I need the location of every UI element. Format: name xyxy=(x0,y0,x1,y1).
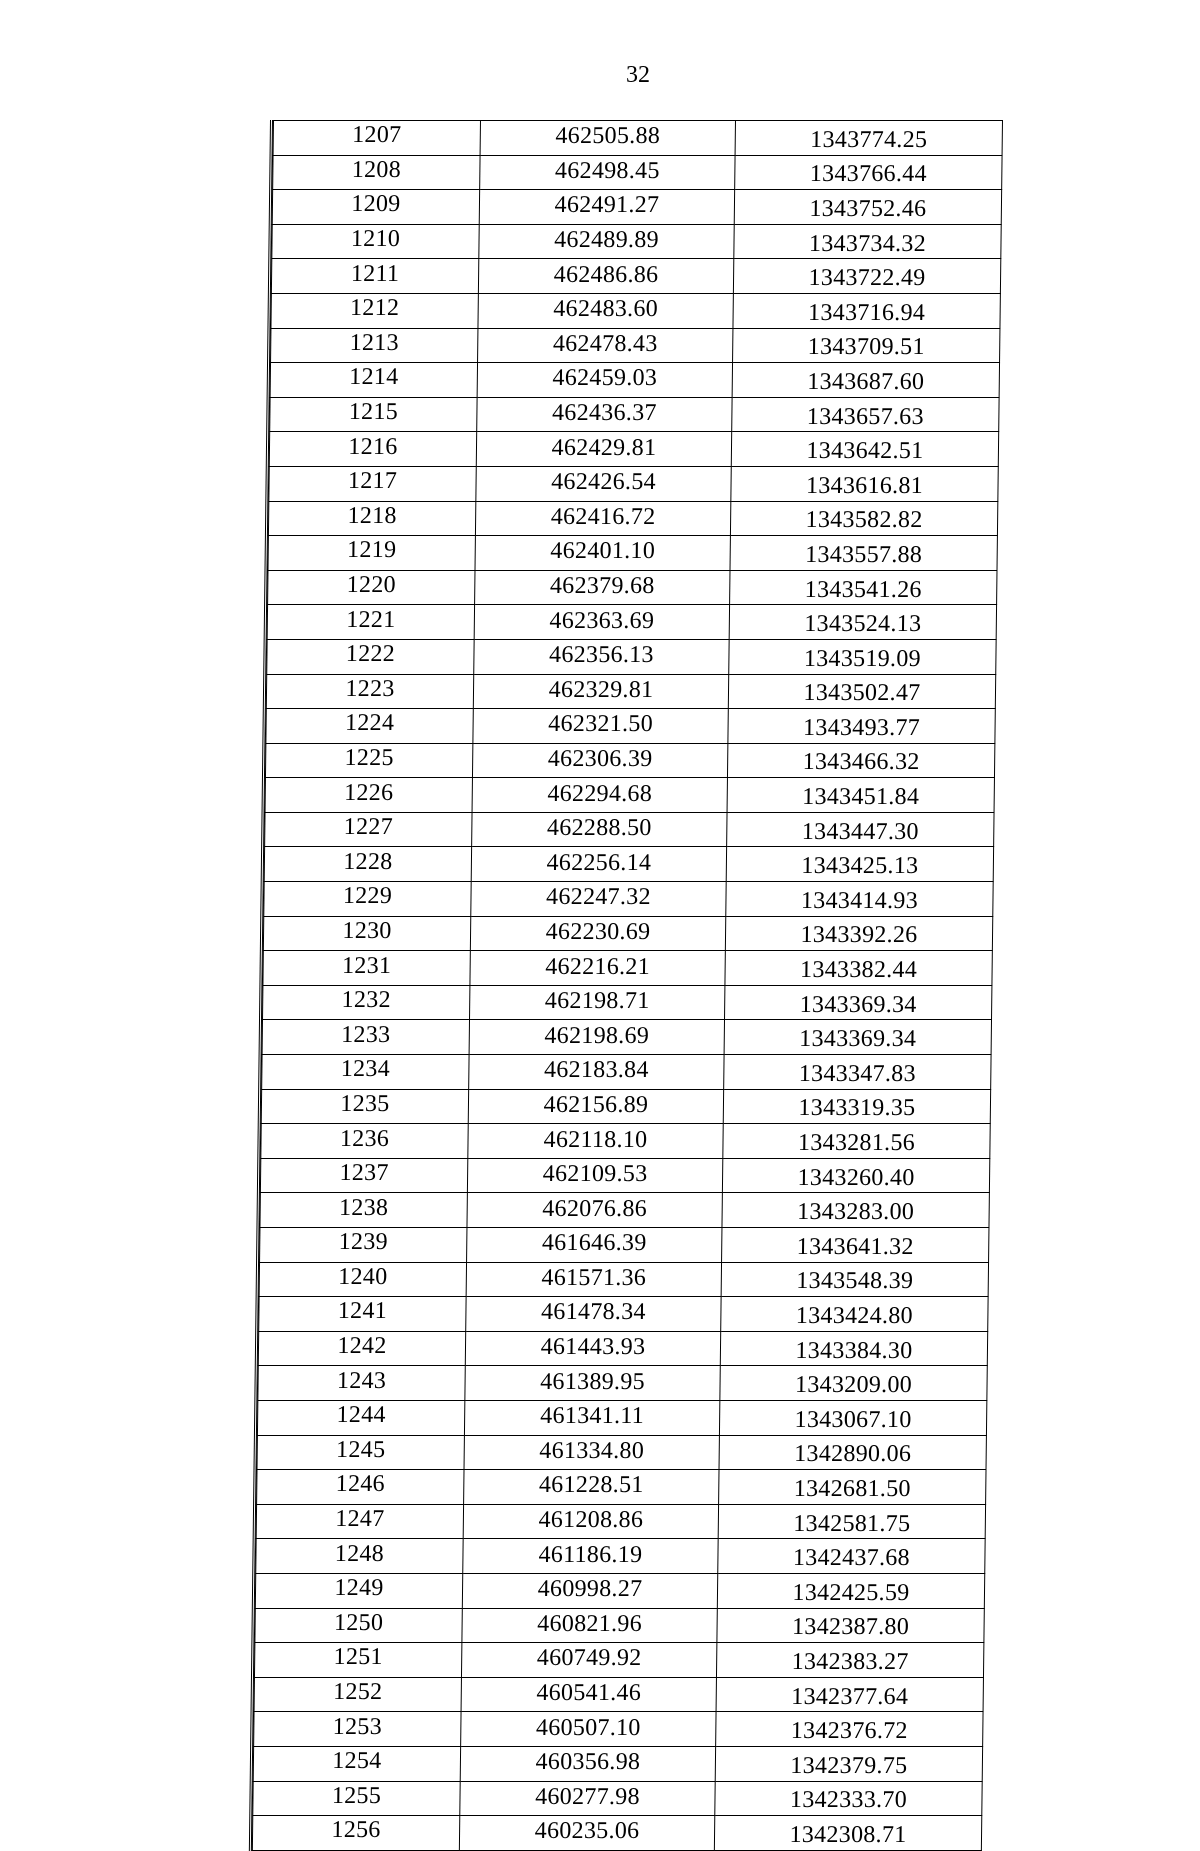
x-coordinate-cell: 462489.89 xyxy=(479,224,734,259)
x-coordinate-cell: 462118.10 xyxy=(468,1124,723,1159)
table-row xyxy=(270,397,999,432)
x-coordinate-cell: 462416.72 xyxy=(475,501,730,536)
point-number-cell: 1242 xyxy=(258,1331,465,1366)
point-number-cell: 1238 xyxy=(260,1193,467,1228)
y-coordinate-cell: 1343557.88 xyxy=(730,536,997,571)
y-coordinate-cell: 1343722.49 xyxy=(733,259,1000,294)
x-coordinate-cell: 462329.81 xyxy=(473,674,728,709)
x-coordinate-cell: 460277.98 xyxy=(460,1781,715,1816)
table-row xyxy=(261,1089,990,1124)
y-coordinate-cell: 1343369.34 xyxy=(725,985,992,1020)
table-row xyxy=(269,466,998,501)
x-coordinate-cell: 462356.13 xyxy=(474,639,729,674)
y-coordinate-cell: 1343425.13 xyxy=(726,847,993,882)
x-coordinate-cell: 462198.71 xyxy=(470,985,725,1020)
x-coordinate-cell: 462256.14 xyxy=(471,847,726,882)
table-row xyxy=(263,951,992,986)
point-number-cell: 1237 xyxy=(260,1158,467,1193)
point-number-cell: 1245 xyxy=(257,1435,464,1470)
y-coordinate-cell: 1343616.81 xyxy=(731,466,998,501)
point-number-cell: 1207 xyxy=(273,121,480,156)
x-coordinate-cell: 462109.53 xyxy=(467,1158,722,1193)
point-number-cell: 1224 xyxy=(266,709,473,744)
point-number-cell: 1214 xyxy=(270,363,477,398)
table-row xyxy=(259,1262,988,1297)
y-coordinate-cell: 1343447.30 xyxy=(727,812,994,847)
x-coordinate-cell: 461334.80 xyxy=(464,1435,719,1470)
x-coordinate-cell: 460998.27 xyxy=(462,1573,717,1608)
table-row xyxy=(260,1158,989,1193)
y-coordinate-cell: 1343466.32 xyxy=(727,743,994,778)
table-row xyxy=(272,224,1001,259)
point-number-cell: 1256 xyxy=(252,1816,459,1851)
x-coordinate-cell: 462478.43 xyxy=(478,328,733,363)
point-number-cell: 1247 xyxy=(256,1504,463,1539)
x-coordinate-cell: 460235.06 xyxy=(459,1816,714,1851)
y-coordinate-cell: 1343067.10 xyxy=(719,1400,986,1435)
table-row xyxy=(254,1712,983,1747)
y-coordinate-cell: 1342890.06 xyxy=(719,1435,986,1470)
point-number-cell: 1223 xyxy=(266,674,473,709)
y-coordinate-cell: 1343424.80 xyxy=(721,1297,988,1332)
table-row xyxy=(263,916,992,951)
point-number-cell: 1250 xyxy=(255,1608,462,1643)
point-number-cell: 1236 xyxy=(261,1124,468,1159)
x-coordinate-cell: 461341.11 xyxy=(464,1400,719,1435)
table-row xyxy=(268,536,997,571)
table-row xyxy=(266,674,995,709)
y-coordinate-cell: 1342333.70 xyxy=(715,1781,982,1816)
y-coordinate-cell: 1342379.75 xyxy=(715,1746,982,1781)
point-number-cell: 1226 xyxy=(265,778,472,813)
point-number-cell: 1253 xyxy=(254,1712,461,1747)
x-coordinate-cell: 461571.36 xyxy=(466,1262,721,1297)
coordinates-table xyxy=(252,120,1003,1851)
page-number: 32 xyxy=(626,62,650,88)
table-row xyxy=(263,985,992,1020)
y-coordinate-cell: 1343548.39 xyxy=(721,1262,988,1297)
point-number-cell: 1244 xyxy=(257,1400,464,1435)
table-row xyxy=(270,363,999,398)
coordinates-table-body xyxy=(252,121,1002,1851)
y-coordinate-cell: 1343384.30 xyxy=(720,1331,987,1366)
point-number-cell: 1240 xyxy=(259,1262,466,1297)
point-number-cell: 1232 xyxy=(263,985,470,1020)
point-number-cell: 1234 xyxy=(262,1055,469,1090)
point-number-cell: 1230 xyxy=(263,916,470,951)
y-coordinate-cell: 1343281.56 xyxy=(723,1124,990,1159)
table-row xyxy=(273,155,1002,190)
point-number-cell: 1254 xyxy=(253,1746,460,1781)
y-coordinate-cell: 1343582.82 xyxy=(730,501,997,536)
table-row xyxy=(271,293,1000,328)
point-number-cell: 1252 xyxy=(254,1677,461,1712)
table-row xyxy=(273,121,1002,156)
table-row xyxy=(260,1228,989,1263)
x-coordinate-cell: 462401.10 xyxy=(475,536,730,571)
table-row xyxy=(264,882,993,917)
point-number-cell: 1251 xyxy=(254,1643,461,1678)
table-row xyxy=(265,812,994,847)
point-number-cell: 1218 xyxy=(268,501,475,536)
x-coordinate-cell: 462306.39 xyxy=(472,743,727,778)
x-coordinate-cell: 462498.45 xyxy=(480,155,735,190)
table-row xyxy=(265,743,994,778)
table-row xyxy=(271,259,1000,294)
point-number-cell: 1221 xyxy=(267,605,474,640)
x-coordinate-cell: 462505.88 xyxy=(480,121,735,156)
table-row xyxy=(257,1470,986,1505)
y-coordinate-cell: 1343687.60 xyxy=(732,363,999,398)
table-row xyxy=(271,328,1000,363)
x-coordinate-cell: 462230.69 xyxy=(470,916,725,951)
y-coordinate-cell: 1343519.09 xyxy=(729,639,996,674)
x-coordinate-cell: 462183.84 xyxy=(469,1055,724,1090)
y-coordinate-cell: 1342425.59 xyxy=(717,1573,984,1608)
y-coordinate-cell: 1342383.27 xyxy=(716,1643,983,1678)
table-row xyxy=(262,1055,991,1090)
x-coordinate-cell: 460821.96 xyxy=(462,1608,717,1643)
y-coordinate-cell: 1343657.63 xyxy=(732,397,999,432)
y-coordinate-cell: 1343382.44 xyxy=(725,951,992,986)
x-coordinate-cell: 462321.50 xyxy=(473,709,728,744)
table-row xyxy=(256,1539,985,1574)
x-coordinate-cell: 461228.51 xyxy=(464,1470,719,1505)
x-coordinate-cell: 462429.81 xyxy=(476,432,731,467)
y-coordinate-cell: 1343209.00 xyxy=(720,1366,987,1401)
table-row xyxy=(265,778,994,813)
x-coordinate-cell: 461478.34 xyxy=(466,1297,721,1332)
y-coordinate-cell: 1342387.80 xyxy=(717,1608,984,1643)
point-number-cell: 1220 xyxy=(268,570,475,605)
x-coordinate-cell: 460749.92 xyxy=(461,1643,716,1678)
y-coordinate-cell: 1342581.75 xyxy=(718,1504,985,1539)
point-number-cell: 1222 xyxy=(267,639,474,674)
table-row xyxy=(253,1781,982,1816)
x-coordinate-cell: 461208.86 xyxy=(463,1504,718,1539)
y-coordinate-cell: 1343752.46 xyxy=(734,190,1001,225)
table-row xyxy=(260,1193,989,1228)
y-coordinate-cell: 1343347.83 xyxy=(724,1055,991,1090)
x-coordinate-cell: 462486.86 xyxy=(478,259,733,294)
y-coordinate-cell: 1343392.26 xyxy=(725,916,992,951)
point-number-cell: 1243 xyxy=(258,1366,465,1401)
table-row xyxy=(262,1020,991,1055)
y-coordinate-cell: 1343451.84 xyxy=(727,778,994,813)
table-row xyxy=(268,501,997,536)
table-row xyxy=(264,847,993,882)
x-coordinate-cell: 461389.95 xyxy=(465,1366,720,1401)
x-coordinate-cell: 461186.19 xyxy=(463,1539,718,1574)
y-coordinate-cell: 1343369.34 xyxy=(724,1020,991,1055)
table-row xyxy=(254,1677,983,1712)
y-coordinate-cell: 1343774.25 xyxy=(735,121,1002,156)
y-coordinate-cell: 1343319.35 xyxy=(723,1089,990,1124)
point-number-cell: 1241 xyxy=(259,1297,466,1332)
x-coordinate-cell: 460507.10 xyxy=(461,1712,716,1747)
x-coordinate-cell: 460541.46 xyxy=(461,1677,716,1712)
table-row xyxy=(261,1124,990,1159)
point-number-cell: 1212 xyxy=(271,293,478,328)
x-coordinate-cell: 462076.86 xyxy=(467,1193,722,1228)
point-number-cell: 1249 xyxy=(255,1573,462,1608)
point-number-cell: 1227 xyxy=(265,812,472,847)
x-coordinate-cell: 462216.21 xyxy=(470,951,725,986)
table-row xyxy=(258,1366,987,1401)
y-coordinate-cell: 1342376.72 xyxy=(716,1712,983,1747)
table-row xyxy=(255,1608,984,1643)
table-row xyxy=(272,190,1001,225)
point-number-cell: 1229 xyxy=(264,882,471,917)
table-row xyxy=(268,570,997,605)
table-row xyxy=(259,1297,988,1332)
x-coordinate-cell: 461443.93 xyxy=(465,1331,720,1366)
y-coordinate-cell: 1342437.68 xyxy=(718,1539,985,1574)
point-number-cell: 1239 xyxy=(260,1228,467,1263)
y-coordinate-cell: 1342681.50 xyxy=(719,1470,986,1505)
coordinates-table-wrapper xyxy=(249,120,1003,1851)
y-coordinate-cell: 1343716.94 xyxy=(733,293,1000,328)
x-coordinate-cell: 462483.60 xyxy=(478,293,733,328)
y-coordinate-cell: 1343641.32 xyxy=(722,1228,989,1263)
y-coordinate-cell: 1343541.26 xyxy=(730,570,997,605)
x-coordinate-cell: 462247.32 xyxy=(471,882,726,917)
point-number-cell: 1219 xyxy=(268,536,475,571)
y-coordinate-cell: 1343709.51 xyxy=(733,328,1000,363)
table-row xyxy=(252,1816,981,1851)
x-coordinate-cell: 462198.69 xyxy=(469,1020,724,1055)
table-row xyxy=(254,1643,983,1678)
x-coordinate-cell: 462294.68 xyxy=(472,778,727,813)
x-coordinate-cell: 462363.69 xyxy=(474,605,729,640)
table-row xyxy=(257,1435,986,1470)
point-number-cell: 1228 xyxy=(264,847,471,882)
x-coordinate-cell: 462156.89 xyxy=(468,1089,723,1124)
table-row xyxy=(267,639,996,674)
x-coordinate-cell: 462379.68 xyxy=(475,570,730,605)
table-row xyxy=(266,709,995,744)
y-coordinate-cell: 1343502.47 xyxy=(728,674,995,709)
point-number-cell: 1216 xyxy=(269,432,476,467)
point-number-cell: 1215 xyxy=(270,397,477,432)
y-coordinate-cell: 1342377.64 xyxy=(716,1677,983,1712)
point-number-cell: 1231 xyxy=(263,951,470,986)
x-coordinate-cell: 462491.27 xyxy=(479,190,734,225)
x-coordinate-cell: 462426.54 xyxy=(476,466,731,501)
y-coordinate-cell: 1343283.00 xyxy=(722,1193,989,1228)
table-row xyxy=(267,605,996,640)
point-number-cell: 1210 xyxy=(272,224,479,259)
x-coordinate-cell: 461646.39 xyxy=(467,1228,722,1263)
point-number-cell: 1217 xyxy=(269,466,476,501)
point-number-cell: 1209 xyxy=(272,190,479,225)
point-number-cell: 1235 xyxy=(261,1089,468,1124)
x-coordinate-cell: 462459.03 xyxy=(477,363,732,398)
y-coordinate-cell: 1343766.44 xyxy=(735,155,1002,190)
y-coordinate-cell: 1343734.32 xyxy=(734,224,1001,259)
point-number-cell: 1211 xyxy=(271,259,478,294)
table-row xyxy=(269,432,998,467)
x-coordinate-cell: 462436.37 xyxy=(477,397,732,432)
table-row xyxy=(258,1331,987,1366)
table-row xyxy=(255,1573,984,1608)
point-number-cell: 1225 xyxy=(265,743,472,778)
point-number-cell: 1233 xyxy=(262,1020,469,1055)
x-coordinate-cell: 462288.50 xyxy=(472,812,727,847)
table-row xyxy=(253,1746,982,1781)
y-coordinate-cell: 1343524.13 xyxy=(729,605,996,640)
y-coordinate-cell: 1343260.40 xyxy=(722,1158,989,1193)
point-number-cell: 1246 xyxy=(257,1470,464,1505)
x-coordinate-cell: 460356.98 xyxy=(460,1746,715,1781)
y-coordinate-cell: 1343493.77 xyxy=(728,709,995,744)
table-row xyxy=(256,1504,985,1539)
point-number-cell: 1208 xyxy=(273,155,480,190)
point-number-cell: 1213 xyxy=(271,328,478,363)
y-coordinate-cell: 1343414.93 xyxy=(726,882,993,917)
table-row xyxy=(257,1400,986,1435)
point-number-cell: 1248 xyxy=(256,1539,463,1574)
y-coordinate-cell: 1342308.71 xyxy=(714,1816,981,1851)
point-number-cell: 1255 xyxy=(253,1781,460,1816)
y-coordinate-cell: 1343642.51 xyxy=(731,432,998,467)
